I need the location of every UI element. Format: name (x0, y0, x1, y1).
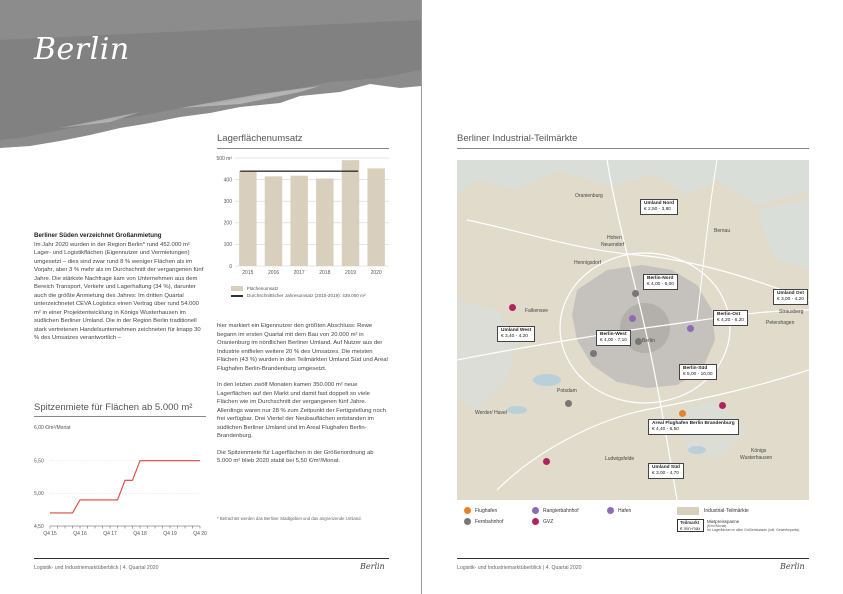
legend-rent-note (707, 519, 807, 532)
submarket-rent: € 4,00 - 6,00 (647, 282, 674, 288)
submarket-box-umland-nord (640, 199, 678, 215)
bar-chart (205, 150, 395, 278)
legend-label: GVZ (543, 518, 554, 525)
place-label-hohen: Hohen (607, 235, 622, 241)
y-tick-label: 300 (223, 199, 232, 205)
place-label-ludwigsfelde: Ludwigsfelde (605, 456, 635, 462)
place-label-wusterhausen: Wusterhausen (740, 455, 773, 461)
footer-rule (34, 558, 389, 559)
y-tick-label: 0 (229, 263, 232, 270)
line-chart (28, 420, 208, 540)
legend-label: Teilmarkt (680, 520, 700, 525)
map-legend (457, 504, 809, 544)
body-paragraph: Die Spitzenmiete für Lagerflächen in der Größenordnung ab 5.000 m² blieb 2020 stabil bei 5,50 €/m²/Monat. (217, 449, 374, 464)
legend-swatch-bar (231, 286, 243, 291)
chart-title-lagerflaechenumsatz: Lagerflächenumsatz (217, 133, 303, 144)
y-tick-label: 200 (223, 220, 232, 227)
y-tick-label: 5,50 (34, 458, 44, 465)
train-station-icon (632, 290, 639, 297)
harbour-icon (629, 315, 636, 322)
bar (367, 168, 384, 266)
x-tick-label: 2020 (370, 270, 382, 276)
gvz-icon (543, 458, 550, 465)
submarket-rent: € 3,40 - 4,20 (501, 334, 528, 340)
rent-line (50, 461, 200, 513)
legend-label: Rangierbahnhof (543, 507, 579, 514)
submarket-box-umland-ost (773, 289, 808, 305)
submarket-name: Umland West (501, 328, 532, 333)
submarket-name: Areal Flughafen Berlin Brandenburg (652, 421, 735, 426)
x-tick-label: 2016 (267, 270, 280, 276)
train-station-icon (635, 338, 642, 345)
place-label-koenigs: Königs (751, 448, 767, 454)
section-rule (217, 148, 389, 149)
legend-item-fernbahnhof (464, 518, 503, 525)
legend-item-durchschnitt (231, 293, 365, 298)
footnote: * Betrachtet werden das Berliner Stadtgebiet und das angrenzende Umland. (217, 516, 362, 521)
legend-label: für Lagerflächen in allen Größenklassen (inkl. Gewerbeparks) (707, 528, 800, 532)
gvz-icon (719, 402, 726, 409)
map-title: Berliner Industrial-Teilmärkte (457, 133, 578, 144)
submarket-rent: € 4,20 - 6,20 (717, 318, 744, 324)
legend-label: Mietpreisspanne (707, 519, 740, 524)
airport-icon (679, 410, 686, 417)
gvz-icon (532, 518, 539, 525)
submarket-box-umland-sued (648, 463, 684, 479)
place-label-berlin: Berlin (642, 338, 655, 344)
submarket-box-berlin-west (596, 330, 631, 346)
footer-text: Logistik- und Industriemarktüberblick | 4. Quartal 2020 (457, 565, 582, 571)
submarket-name: Berlin-Ost (717, 312, 741, 317)
footer-logo: Berlin (780, 562, 805, 571)
legend-label: Flächenumsatz (247, 286, 279, 291)
bar (265, 176, 282, 266)
submarket-rent: € 3,00 - 4,20 (777, 297, 804, 303)
place-label-hennigsdorf: Hennigsdorf (574, 260, 601, 266)
submarket-rent: € 4,00 - 7,10 (600, 338, 627, 344)
place-label-bernau: Bernau (714, 228, 731, 234)
x-tick-label: 2015 (242, 270, 254, 276)
legend-label: Flughafen (475, 507, 498, 514)
train-station-icon (590, 350, 597, 357)
submarket-name: Umland Ost (777, 291, 804, 296)
legend-label: Durchschnittlicher Jahresumsatz (2015-2019): 439.000 m² (247, 293, 366, 298)
legend-swatch-area (677, 507, 699, 515)
legend-item-flughafen (464, 507, 497, 514)
brush-stroke-banner (0, 0, 421, 150)
y-tick-label: 4,50 (34, 523, 44, 530)
x-tick-label: 2017 (293, 270, 305, 276)
right-page (422, 0, 843, 594)
y-tick-label: 500 m² (216, 155, 232, 162)
place-label-strausberg: Strausberg (779, 309, 804, 315)
airport-icon (464, 507, 471, 514)
legend-item-flaechenumsatz (231, 286, 365, 291)
train-station-icon (464, 518, 471, 525)
submarket-box-berlin-ost (713, 310, 748, 326)
y-tick-label: 5,00 (34, 491, 44, 498)
legend-label: (€/m²/Monat) (707, 524, 727, 528)
place-label-neuendorf: Neuendorf (601, 242, 625, 248)
chart-title-spitzenmiete: Spitzenmiete für Flächen ab 5.000 m² (34, 402, 193, 413)
legend-label: Industrial-Teilmärkte (704, 508, 749, 514)
body-paragraph: Im Jahr 2020 wurden in der Region Berlin* rund 452.000 m² Lager- und Logistikflächen (Eigennutzer und Vermietungen) umgesetzt – dies sind zwar rund 8 % weniger Flächen als im Vorjahr, aber 3 % mehr als im Durchschnitt der vergangenen fünf Jahre. Die stärkste Nachfrage kam von Unternehmen aus dem Bereich Transport, Verkehr und Lagerhaltung (34 %), darunter auch die größte Anmietung des Jahres: Im dritten Quartal unterzeichnetet CEVA Logistics einen Vertrag über rund 54.000 m² in einer Projektentwicklung in Königs Wusterhausen im südlichen Berliner Umland. Die in der Region Berlin traditionell stark vertretenen Handelsunternehmen zeichneten für knapp 30 % des Umsatzes verantwortlich – (34, 241, 204, 341)
submarket-rent: € 4,40 - 6,50 (652, 427, 679, 433)
submarket-name: Umland Süd (652, 465, 680, 470)
section-rule (34, 416, 206, 417)
submarket-rent: € 5,00 - 10,00 (683, 372, 713, 378)
bar (290, 176, 307, 266)
x-tick-label: Q4 20 (193, 531, 207, 537)
rail-yard-icon (532, 507, 539, 514)
gvz-icon (509, 304, 516, 311)
body-column-1 (34, 232, 206, 351)
x-tick-label: 2018 (319, 270, 331, 276)
left-page (0, 0, 421, 594)
submarket-name: Berlin-West (600, 332, 627, 337)
bar (316, 179, 333, 266)
train-station-icon (565, 400, 572, 407)
body-paragraph: In den letzten zwölf Monaten kamen 350.000 m² neue Lagerflächen auf den Markt und damit fast doppelt so viele Flächen wie im Durchschnitt der vergangenen fünf Jahre. Allerdings waren nur 28 % zum Zeitpunkt der Fertigstellung noch frei verfügbar. Drei Viertel der Neubauflächen entstanden im südlichen Berliner Umland und im Areal Flughafen Berlin-Brandenburg. (217, 382, 386, 439)
submarket-name: Umland Nord (644, 201, 675, 206)
submarket-box-berlin-nord (643, 274, 678, 290)
submarket-box-umland-west (497, 326, 535, 342)
x-tick-label: Q4 17 (103, 531, 117, 537)
legend-label: Fernbahnhof (475, 518, 504, 525)
legend-item-hafen (607, 507, 631, 514)
footer-rule (457, 558, 809, 559)
harbour-icon (687, 325, 694, 332)
legend-item-gvz (532, 518, 553, 525)
legend-submarket-sample (677, 519, 704, 532)
place-label-oranienburg: Oranienburg (575, 193, 603, 199)
section-heading: Berliner Süden verzeichnet Großanmietung (34, 232, 162, 239)
legend-swatch-line (231, 295, 243, 297)
submarket-rent: € 2,50 - 3,80 (644, 207, 671, 213)
section-rule (457, 148, 809, 149)
footer-logo: Berlin (360, 562, 385, 571)
submarket-name: Berlin-Süd (683, 366, 708, 371)
bar (239, 171, 256, 266)
body-column-2 (217, 322, 389, 474)
submarket-map (457, 160, 809, 500)
legend-item-rangierbahnhof (532, 507, 579, 514)
footer-text: Logistik- und Industriemarktüberblick | 4. Quartal 2020 (34, 565, 159, 571)
submarket-box-berlin-sued (679, 364, 717, 380)
x-tick-label: Q4 15 (43, 531, 57, 537)
bar (342, 160, 359, 266)
legend-item-teilmaerkte (677, 507, 749, 515)
body-paragraph: hier markiert ein Eigennutzer den größten Abschluss: Rewe begann im ersten Quartal mit dem Bau von 20.000 m² in Oranienburg im nördlichen Berliner Umland. Auf Nutzer aus der Industrie entfielen weitere 20 % des Umsatzes. Die meisten Flächen (43 %) wurden in den Teilmärkten Umland Süd und Areal Flughafen Berlin-Brandenburg umgesetzt. (217, 323, 388, 372)
y-tick-label: 100 (223, 242, 232, 249)
harbour-icon (607, 507, 614, 514)
x-tick-label: Q4 19 (163, 531, 177, 537)
place-label-potsdam: Potsdam (557, 388, 577, 394)
place-label-werder: Werder/ Havel (475, 410, 507, 416)
y-axis-unit-label: 6,00 €/m²/Monat (34, 425, 71, 431)
bar-chart-legend (231, 286, 365, 300)
legend-label: € min-max (680, 525, 701, 531)
submarket-rent: € 3,00 - 4,70 (652, 471, 679, 477)
submarket-name: Berlin-Nord (647, 276, 674, 281)
x-tick-label: Q4 16 (73, 531, 87, 537)
place-label-petershagen: Petershagen (766, 320, 795, 326)
x-tick-label: 2019 (344, 270, 357, 276)
y-tick-label: 400 (223, 177, 232, 184)
submarket-box-flughafen-ber (648, 419, 739, 435)
place-label-falkensee: Falkensee (525, 308, 549, 314)
page-title: Berlin (34, 32, 130, 67)
x-tick-label: Q4 18 (133, 531, 147, 537)
legend-label: Hafen (618, 507, 632, 514)
